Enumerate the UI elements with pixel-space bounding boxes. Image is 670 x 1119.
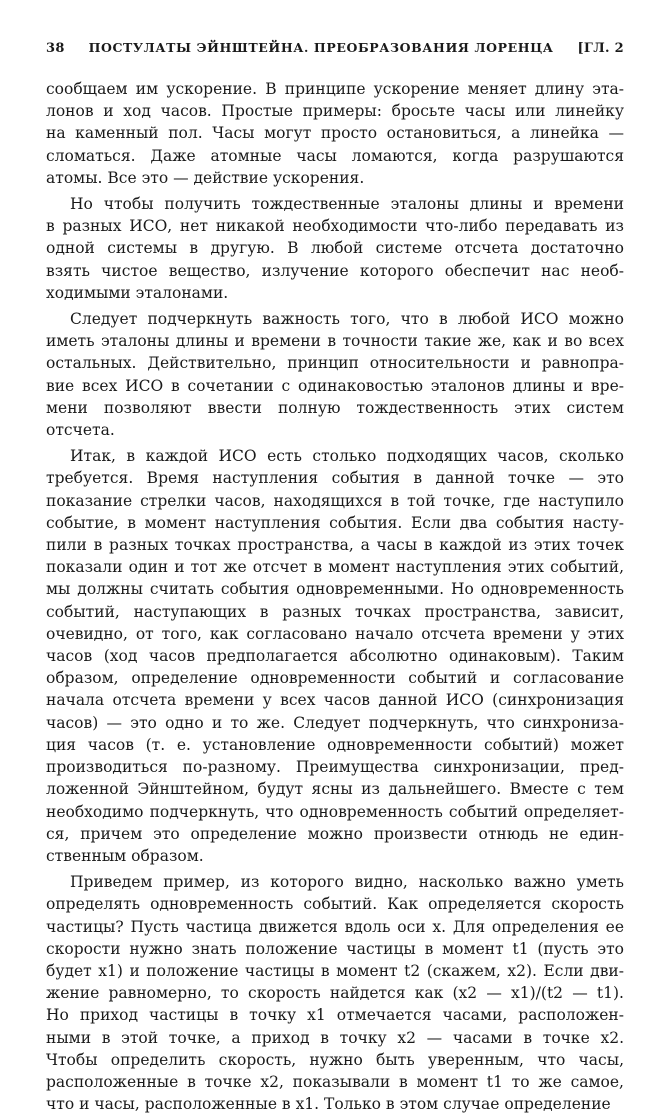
text-line: в разных ИСО, нет никакой необходимости что-либо передавать из: [46, 217, 624, 236]
text-line: часов) — это одно и то же. Следует подчеркнуть, что синхрониза-: [46, 713, 624, 732]
text-line: требуется. Время наступления события в данной точке — это: [46, 469, 624, 488]
text-line: очевидно, от того, как согласовано начало отсчета времени у этих: [46, 624, 624, 643]
text-line: атомы. Все это — действие ускорения.: [46, 168, 365, 187]
text-line: одной системы в другую. В любой системе отсчета достаточно: [46, 239, 624, 258]
text-line: Но приход частицы в точку x1 отмечается часами, расположен-: [46, 1006, 624, 1025]
text-line: мы должны считать события одновременными. Но одновременность: [46, 580, 624, 599]
text-line: показали один и тот же отсчет в момент наступления этих событий,: [46, 558, 624, 577]
running-header: [46, 40, 624, 62]
running-title: ПОСТУЛАТЫ ЭЙНШТЕЙНА. ПРЕОБРАЗОВАНИЯ ЛОРЕНЦА: [88, 40, 554, 55]
text-line: ными в этой точке, а приход в точку x2 — часами в точке x2.: [46, 1028, 624, 1047]
text-line: жение равномерно, то скорость найдется как (x2 — x1)/(t2 — t1).: [46, 984, 624, 1003]
text-line: ложенной Эйнштейном, будут ясны из дальнейшего. Вместе с тем: [46, 780, 624, 799]
text-line: иметь эталоны длины и времени в точности такие же, как и во всех: [46, 332, 624, 351]
page-body: [46, 78, 624, 1115]
book-page: [46, 40, 624, 1119]
text-line: показание стрелки часов, находящихся в той точке, где наступило: [46, 491, 624, 510]
text-line: событие, в момент наступления события. Если два события насту-: [46, 513, 624, 532]
text-line: часов (ход часов предполагается абсолютно одинаковым). Таким: [46, 647, 624, 666]
text-line: ция часов (т. е. установление одновременности событий) может: [46, 735, 624, 754]
text-line: взять чистое вещество, излучение которого обеспечит нас необ-: [46, 261, 624, 280]
paragraph: [46, 193, 624, 304]
text-line: расположенные в точке x2, показывали в момент t1 то же самое,: [46, 1072, 624, 1091]
text-line: ся, причем это определение можно произвести отнюдь не един-: [46, 824, 624, 843]
text-line: что и часы, расположенные в x1. Только в этом случае определение: [46, 1095, 611, 1114]
paragraph: [46, 871, 624, 1115]
paragraph: [46, 78, 624, 189]
text-line: необходимо подчеркнуть, что одновременность событий определяет-: [46, 802, 624, 821]
text-line: мени позволяют ввести полную тождественность этих систем: [46, 398, 624, 417]
text-line: Но чтобы получить тождественные эталоны длины и времени: [70, 195, 624, 214]
text-line: сообщаем им ускорение. В принципе ускорение меняет длину эта-: [46, 80, 624, 98]
page-number: 38: [46, 41, 65, 56]
paragraph: [46, 445, 624, 867]
text-line: частицы? Пусть частица движется вдоль оси x. Для определения ее: [46, 917, 624, 936]
text-line: скорости нужно знать положение частицы в момент t1 (пусть это: [46, 939, 624, 958]
text-line: будет x1) и положение частицы в момент t2 (скажем, x2). Если дви-: [46, 961, 624, 980]
chapter-label: [ГЛ. 2: [577, 41, 624, 56]
text-line: на каменный пол. Часы могут просто остановиться, а линейка —: [46, 124, 624, 143]
text-line: ственным образом.: [46, 846, 204, 865]
text-line: событий, наступающих в разных точках пространства, зависит,: [46, 602, 624, 621]
text-line: образом, определение одновременности событий и согласование: [46, 669, 624, 688]
text-line: Чтобы определить скорость, нужно быть уверенным, что часы,: [46, 1050, 624, 1069]
text-line: производиться по-разному. Преимущества синхронизации, пред-: [46, 758, 624, 777]
text-line: Итак, в каждой ИСО есть столько подходящих часов, сколько: [70, 447, 624, 466]
text-line: вие всех ИСО в сочетании с одинаковостью эталонов длины и вре-: [46, 376, 624, 395]
text-line: ходимыми эталонами.: [46, 283, 229, 302]
text-line: лонов и ход часов. Простые примеры: бросьте часы или линейку: [46, 102, 624, 121]
text-line: остальных. Действительно, принцип относительности и равнопра-: [46, 354, 624, 373]
text-line: пили в разных точках пространства, а часы в каждой из этих точек: [46, 536, 624, 555]
text-line: определять одновременность событий. Как определяется скорость: [46, 895, 624, 914]
text-line: Приведем пример, из которого видно, насколько важно уметь: [70, 873, 624, 892]
text-line: отсчета.: [46, 421, 115, 440]
paragraph: [46, 308, 624, 441]
text-line: сломаться. Даже атомные часы ломаются, когда разрушаются: [46, 146, 624, 165]
text-line: начала отсчета времени у всех часов данной ИСО (синхронизация: [46, 691, 624, 710]
text-line: Следует подчеркнуть важность того, что в любой ИСО можно: [70, 310, 624, 329]
